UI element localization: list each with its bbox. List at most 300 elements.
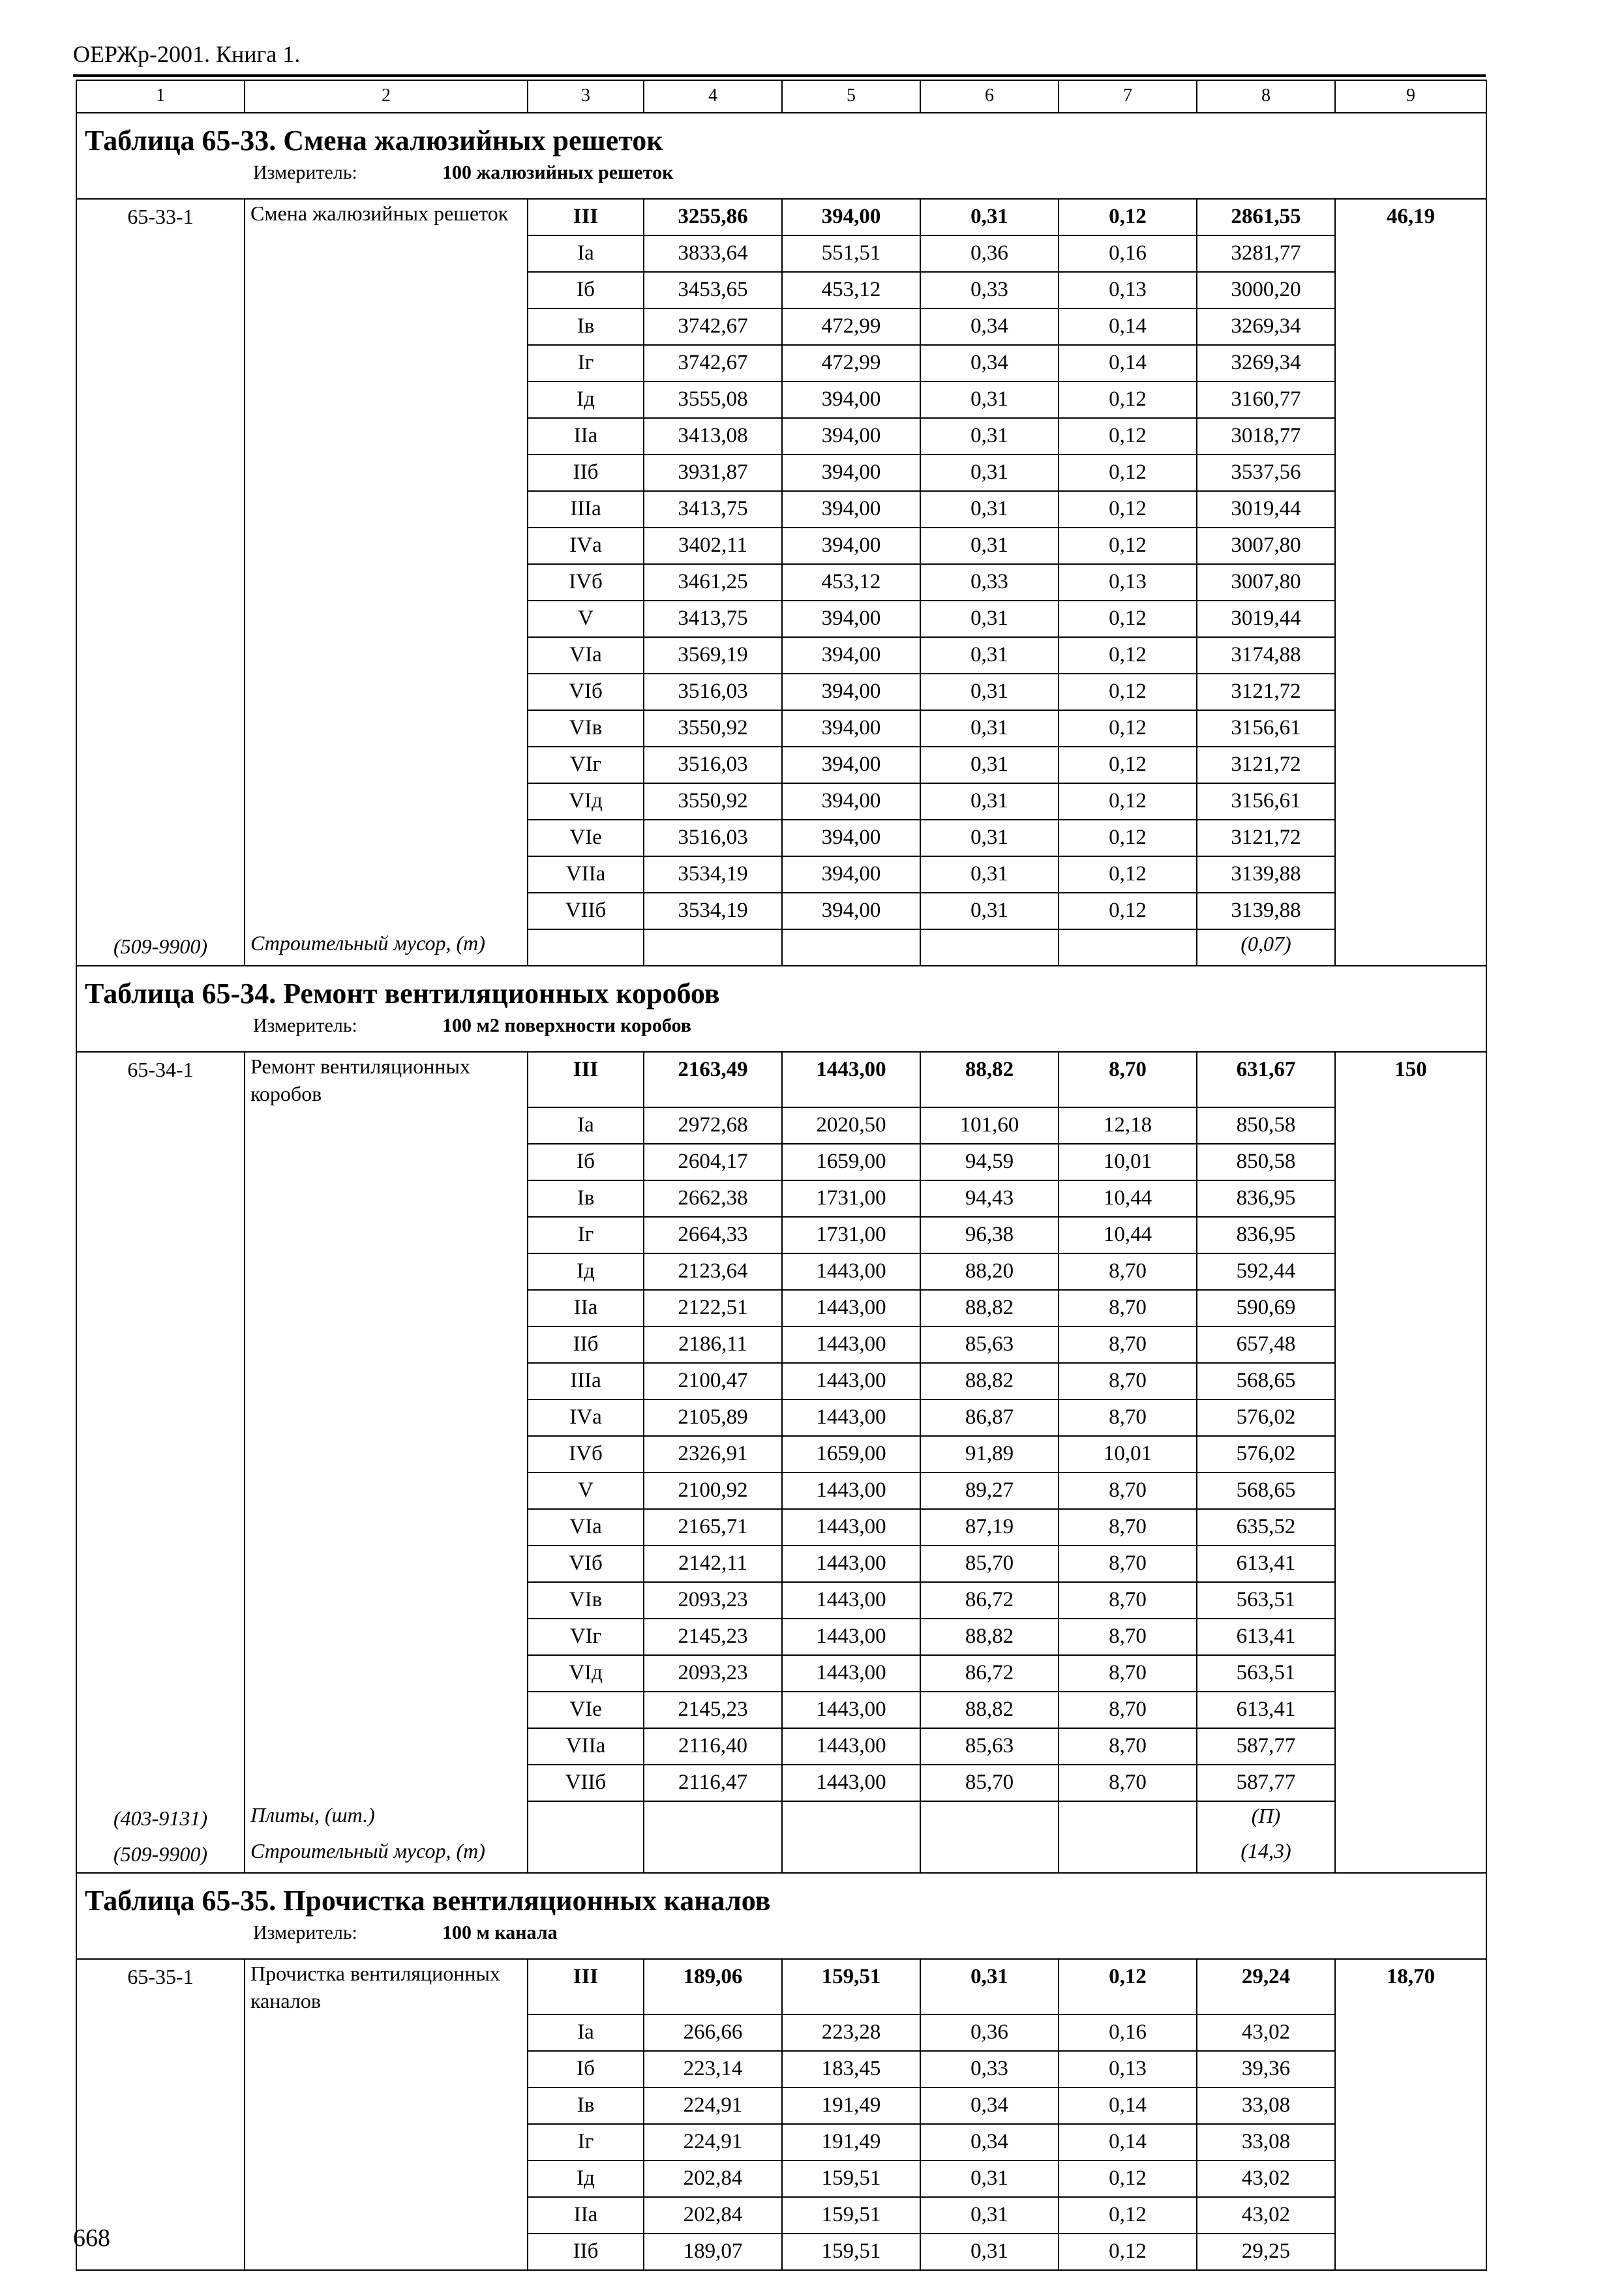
value-cell: 576,02 <box>1197 1399 1335 1436</box>
value-cell: 0,12 <box>1059 747 1197 783</box>
empty-cell <box>1335 272 1486 308</box>
value-cell: 0,31 <box>920 418 1059 455</box>
table-row <box>76 1363 1486 1399</box>
value-cell: 563,51 <box>1197 1582 1335 1619</box>
value-cell: 613,41 <box>1197 1692 1335 1728</box>
zone-cell: Iг <box>528 2124 644 2161</box>
empty-cell <box>1335 1363 1486 1399</box>
value-cell: 33,08 <box>1197 2124 1335 2161</box>
empty-cell <box>76 1473 245 1509</box>
value-cell: 1443,00 <box>782 1509 920 1546</box>
zone-cell: Iб <box>528 1144 644 1180</box>
value-cell: 0,31 <box>920 1959 1059 2014</box>
zone-cell: IIб <box>528 1326 644 1363</box>
value-cell: 96,38 <box>920 1217 1059 1253</box>
value-cell: 202,84 <box>644 2161 782 2197</box>
zone-cell: IIб <box>528 455 644 491</box>
table-row <box>76 1582 1486 1619</box>
table-row <box>76 345 1486 382</box>
empty-cell <box>1059 929 1197 966</box>
table-row <box>76 1473 1486 1509</box>
empty-cell <box>76 564 245 601</box>
table-row <box>76 1107 1486 1144</box>
empty-cell <box>1335 1619 1486 1655</box>
column-number: 8 <box>1197 80 1335 113</box>
table-row <box>76 2197 1486 2234</box>
zone-cell: VIе <box>528 820 644 856</box>
value-cell: 43,02 <box>1197 2014 1335 2051</box>
table-row <box>76 528 1486 564</box>
zone-cell: V <box>528 1473 644 1509</box>
value-cell: 2326,91 <box>644 1436 782 1473</box>
value-cell: 0,12 <box>1059 1959 1197 2014</box>
value-cell: 3461,25 <box>644 564 782 601</box>
empty-cell <box>1335 1546 1486 1582</box>
value-cell: 1731,00 <box>782 1217 920 1253</box>
value-cell: 3019,44 <box>1197 601 1335 637</box>
value-cell: 33,08 <box>1197 2087 1335 2124</box>
value-cell: 3534,19 <box>644 893 782 929</box>
empty-cell <box>76 1436 245 1473</box>
rate-code: 65-35-1 <box>76 1959 245 2014</box>
empty-cell <box>1335 893 1486 929</box>
table-row <box>76 2234 1486 2270</box>
value-cell: 159,51 <box>782 2197 920 2234</box>
empty-cell <box>245 235 528 272</box>
empty-cell <box>76 1217 245 1253</box>
value-cell: 189,06 <box>644 1959 782 2014</box>
rate-code: 65-33-1 <box>76 199 245 235</box>
empty-cell <box>245 345 528 382</box>
empty-cell <box>245 1619 528 1655</box>
value-cell: 0,12 <box>1059 637 1197 674</box>
value-cell: 223,14 <box>644 2051 782 2087</box>
value-cell: 3255,86 <box>644 199 782 235</box>
empty-cell <box>1335 1436 1486 1473</box>
value-cell: 85,63 <box>920 1728 1059 1765</box>
zone-cell: Iг <box>528 345 644 382</box>
table-row <box>76 2124 1486 2161</box>
empty-cell <box>245 1180 528 1217</box>
zone-cell: VIIа <box>528 1728 644 1765</box>
value-cell: 183,45 <box>782 2051 920 2087</box>
table-row <box>76 1326 1486 1363</box>
value-cell: 587,77 <box>1197 1765 1335 1801</box>
empty-cell <box>245 491 528 528</box>
value-cell: 8,70 <box>1059 1399 1197 1436</box>
unit-line <box>77 1012 1486 1040</box>
value-cell: 2123,64 <box>644 1253 782 1290</box>
table-row <box>76 674 1486 710</box>
value-cell: 89,27 <box>920 1473 1059 1509</box>
table-row <box>76 1728 1486 1765</box>
value-cell: 563,51 <box>1197 1655 1335 1692</box>
value-cell: 0,12 <box>1059 2197 1197 2234</box>
value-cell: 159,51 <box>782 2234 920 2270</box>
value-cell: 394,00 <box>782 783 920 820</box>
value-cell: 394,00 <box>782 674 920 710</box>
value-cell: 2861,55 <box>1197 199 1335 235</box>
empty-cell <box>245 1655 528 1692</box>
value-cell: 0,12 <box>1059 2161 1197 2197</box>
value-cell: 8,70 <box>1059 1546 1197 1582</box>
value-cell: 0,31 <box>920 2234 1059 2270</box>
value-cell: 394,00 <box>782 601 920 637</box>
empty-cell <box>76 1363 245 1399</box>
zone-cell: IIа <box>528 2197 644 2234</box>
zone-cell: Iв <box>528 1180 644 1217</box>
value-cell: 1659,00 <box>782 1436 920 1473</box>
table-row <box>76 1217 1486 1253</box>
value-cell: 3281,77 <box>1197 235 1335 272</box>
table-title: Таблица 65-33. Смена жалюзийных решеток <box>85 125 663 157</box>
empty-cell <box>1335 1399 1486 1436</box>
zone-cell: Iв <box>528 2087 644 2124</box>
table-row <box>76 820 1486 856</box>
zone-cell: IIа <box>528 418 644 455</box>
value-cell: 85,70 <box>920 1765 1059 1801</box>
empty-cell <box>920 1837 1059 1873</box>
value-cell: 8,70 <box>1059 1655 1197 1692</box>
value-cell: 472,99 <box>782 345 920 382</box>
value-cell: 191,49 <box>782 2124 920 2161</box>
value-cell: 1443,00 <box>782 1363 920 1399</box>
value-cell: 0,12 <box>1059 491 1197 528</box>
value-cell: 0,16 <box>1059 235 1197 272</box>
empty-cell <box>245 1217 528 1253</box>
value-cell: 850,58 <box>1197 1144 1335 1180</box>
zone-cell: IIб <box>528 2234 644 2270</box>
value-cell: 0,12 <box>1059 710 1197 747</box>
value-cell: 0,12 <box>1059 528 1197 564</box>
empty-cell <box>76 1326 245 1363</box>
table-row <box>76 1509 1486 1546</box>
table-row <box>76 637 1486 674</box>
column-number: 4 <box>644 80 782 113</box>
table-row <box>76 418 1486 455</box>
value-cell: 590,69 <box>1197 1290 1335 1326</box>
value-cell: 394,00 <box>782 491 920 528</box>
value-cell: 3007,80 <box>1197 564 1335 601</box>
table-title: Таблица 65-35. Прочистка вентиляционных каналов <box>85 1885 771 1917</box>
empty-cell <box>1335 1217 1486 1253</box>
zone-cell: VIб <box>528 674 644 710</box>
value-cell: 1443,00 <box>782 1765 920 1801</box>
zone-cell: VIIб <box>528 893 644 929</box>
zone-cell: VIа <box>528 1509 644 1546</box>
value-cell: 0,16 <box>1059 2014 1197 2051</box>
value-cell: 88,82 <box>920 1619 1059 1655</box>
table-row <box>76 235 1486 272</box>
table-row <box>76 1144 1486 1180</box>
empty-cell <box>245 455 528 491</box>
empty-cell <box>1335 308 1486 345</box>
value-cell: 3121,72 <box>1197 820 1335 856</box>
empty-cell <box>76 710 245 747</box>
value-cell: 0,31 <box>920 491 1059 528</box>
table-row <box>76 1619 1486 1655</box>
zone-cell: VIв <box>528 1582 644 1619</box>
column-number: 3 <box>528 80 644 113</box>
document-header: ОЕРЖр-2001. Книга 1. <box>73 41 301 67</box>
value-cell: 850,58 <box>1197 1107 1335 1144</box>
empty-cell <box>76 783 245 820</box>
value-cell: 613,41 <box>1197 1546 1335 1582</box>
value-cell: 0,14 <box>1059 2087 1197 2124</box>
empty-cell <box>76 455 245 491</box>
zone-cell: VIб <box>528 1546 644 1582</box>
zone-cell: Iд <box>528 382 644 418</box>
value-cell: 8,70 <box>1059 1692 1197 1728</box>
unit-label: Измеритель: <box>253 1015 357 1036</box>
value-cell: 3550,92 <box>644 710 782 747</box>
value-cell: 3413,75 <box>644 491 782 528</box>
value-cell: 29,25 <box>1197 2234 1335 2270</box>
empty-cell <box>1335 601 1486 637</box>
value-cell: 159,51 <box>782 1959 920 2014</box>
value-cell: 39,36 <box>1197 2051 1335 2087</box>
value-cell: 3156,61 <box>1197 783 1335 820</box>
rates-table <box>76 80 1487 2271</box>
value-cell: 159,51 <box>782 2161 920 2197</box>
empty-cell <box>245 1253 528 1290</box>
value-cell: 1443,00 <box>782 1052 920 1107</box>
empty-cell <box>245 1436 528 1473</box>
value-cell: 3269,34 <box>1197 308 1335 345</box>
empty-cell <box>245 1546 528 1582</box>
material-row <box>76 1837 1486 1873</box>
value-cell: 0,31 <box>920 2161 1059 2197</box>
column-number: 9 <box>1335 80 1486 113</box>
value-cell: 0,31 <box>920 528 1059 564</box>
value-cell: 568,65 <box>1197 1473 1335 1509</box>
value-cell: 3931,87 <box>644 455 782 491</box>
table-title-cell <box>76 113 1486 199</box>
value-cell: 3160,77 <box>1197 382 1335 418</box>
value-cell: 3174,88 <box>1197 637 1335 674</box>
value-cell: 3569,19 <box>644 637 782 674</box>
empty-cell <box>76 1180 245 1217</box>
empty-cell <box>1335 564 1486 601</box>
value-cell: 657,48 <box>1197 1326 1335 1363</box>
table-row <box>76 1399 1486 1436</box>
empty-cell <box>76 272 245 308</box>
value-cell: 2163,49 <box>644 1052 782 1107</box>
table-row <box>76 1959 1486 2014</box>
value-cell: 266,66 <box>644 2014 782 2051</box>
value-cell: 394,00 <box>782 455 920 491</box>
empty-cell <box>76 893 245 929</box>
empty-cell <box>644 929 782 966</box>
value-cell: 3018,77 <box>1197 418 1335 455</box>
value-cell: 2186,11 <box>644 1326 782 1363</box>
empty-cell <box>1335 418 1486 455</box>
empty-cell <box>1059 1837 1197 1873</box>
value-cell: 0,12 <box>1059 893 1197 929</box>
empty-cell <box>245 564 528 601</box>
value-cell: 0,31 <box>920 199 1059 235</box>
table-title-cell <box>76 1873 1486 1959</box>
value-cell: 88,82 <box>920 1052 1059 1107</box>
header-rule <box>73 74 1486 77</box>
value-cell: 3019,44 <box>1197 491 1335 528</box>
empty-cell <box>245 893 528 929</box>
value-cell: 3534,19 <box>644 856 782 893</box>
value-cell: 88,20 <box>920 1253 1059 1290</box>
empty-cell <box>245 1728 528 1765</box>
value-cell: 0,34 <box>920 345 1059 382</box>
empty-cell <box>245 382 528 418</box>
value-cell: 613,41 <box>1197 1619 1335 1655</box>
value-cell: 3156,61 <box>1197 710 1335 747</box>
value-cell: 0,31 <box>920 455 1059 491</box>
value-cell: 1443,00 <box>782 1619 920 1655</box>
empty-cell <box>76 382 245 418</box>
zone-cell: V <box>528 601 644 637</box>
value-cell: 2165,71 <box>644 1509 782 1546</box>
value-cell: 8,70 <box>1059 1509 1197 1546</box>
empty-cell <box>528 1801 644 1837</box>
column-number-row <box>76 80 1486 113</box>
empty-cell <box>1335 2051 1486 2087</box>
empty-cell <box>76 637 245 674</box>
value-cell: 3121,72 <box>1197 747 1335 783</box>
rate-description: Прочистка вентиляционных каналов <box>245 1959 528 2014</box>
value-cell: 101,60 <box>920 1107 1059 1144</box>
value-cell: 394,00 <box>782 199 920 235</box>
value-cell: 1443,00 <box>782 1473 920 1509</box>
empty-cell <box>245 2234 528 2270</box>
value-cell: 8,70 <box>1059 1582 1197 1619</box>
empty-cell <box>528 1837 644 1873</box>
empty-cell <box>245 1582 528 1619</box>
empty-cell <box>245 2124 528 2161</box>
empty-cell <box>1335 1692 1486 1728</box>
table-row <box>76 2014 1486 2051</box>
value-cell: 394,00 <box>782 820 920 856</box>
value-cell: 2116,40 <box>644 1728 782 1765</box>
table-row <box>76 710 1486 747</box>
empty-cell <box>245 1765 528 1801</box>
empty-cell <box>1335 856 1486 893</box>
empty-cell <box>245 710 528 747</box>
empty-cell <box>245 1509 528 1546</box>
empty-cell <box>1335 1107 1486 1144</box>
empty-cell <box>76 1399 245 1436</box>
value-cell: 394,00 <box>782 382 920 418</box>
value-cell: 0,12 <box>1059 2234 1197 2270</box>
value-cell: 3413,08 <box>644 418 782 455</box>
value-cell: 2105,89 <box>644 1399 782 1436</box>
value-cell: 85,70 <box>920 1546 1059 1582</box>
table-row <box>76 1436 1486 1473</box>
value-cell: 0,31 <box>920 820 1059 856</box>
empty-cell <box>1335 820 1486 856</box>
table-title-row <box>76 113 1486 199</box>
value-cell: 394,00 <box>782 856 920 893</box>
value-cell: 29,24 <box>1197 1959 1335 2014</box>
value-cell: 0,12 <box>1059 783 1197 820</box>
value-cell: 836,95 <box>1197 1217 1335 1253</box>
empty-cell <box>1335 2087 1486 2124</box>
empty-cell <box>1335 783 1486 820</box>
material-value: (0,07) <box>1197 929 1335 966</box>
table-row <box>76 455 1486 491</box>
zone-cell: Iд <box>528 1253 644 1290</box>
material-row <box>76 1801 1486 1837</box>
value-cell: 3550,92 <box>644 783 782 820</box>
unit-line <box>77 159 1486 187</box>
value-cell: 1443,00 <box>782 1399 920 1436</box>
value-cell: 1731,00 <box>782 1180 920 1217</box>
col9-value: 150 <box>1335 1052 1486 1107</box>
value-cell: 0,31 <box>920 747 1059 783</box>
value-cell: 0,36 <box>920 2014 1059 2051</box>
empty-cell <box>1335 1509 1486 1546</box>
value-cell: 0,12 <box>1059 418 1197 455</box>
value-cell: 3516,03 <box>644 820 782 856</box>
zone-cell: VIIб <box>528 1765 644 1801</box>
value-cell: 3402,11 <box>644 528 782 564</box>
value-cell: 0,31 <box>920 893 1059 929</box>
empty-cell <box>1335 747 1486 783</box>
table-row <box>76 747 1486 783</box>
value-cell: 1443,00 <box>782 1253 920 1290</box>
value-cell: 0,14 <box>1059 308 1197 345</box>
value-cell: 0,33 <box>920 2051 1059 2087</box>
value-cell: 10,01 <box>1059 1144 1197 1180</box>
empty-cell <box>76 1509 245 1546</box>
empty-cell <box>76 235 245 272</box>
empty-cell <box>1335 491 1486 528</box>
value-cell: 592,44 <box>1197 1253 1335 1290</box>
table-row <box>76 1253 1486 1290</box>
table-row <box>76 2087 1486 2124</box>
table-row <box>76 2051 1486 2087</box>
empty-cell <box>245 1399 528 1436</box>
value-cell: 2662,38 <box>644 1180 782 1217</box>
zone-cell: VIг <box>528 747 644 783</box>
material-value: (14,3) <box>1197 1837 1335 1873</box>
value-cell: 0,31 <box>920 2197 1059 2234</box>
empty-cell <box>1335 235 1486 272</box>
table-title-cell <box>76 966 1486 1052</box>
zone-cell: III <box>528 199 644 235</box>
value-cell: 0,12 <box>1059 674 1197 710</box>
empty-cell <box>76 491 245 528</box>
value-cell: 0,31 <box>920 783 1059 820</box>
value-cell: 10,01 <box>1059 1436 1197 1473</box>
value-cell: 3139,88 <box>1197 893 1335 929</box>
zone-cell: IVа <box>528 1399 644 1436</box>
material-value: (П) <box>1197 1801 1335 1837</box>
empty-cell <box>76 747 245 783</box>
empty-cell <box>76 1290 245 1326</box>
value-cell: 2093,23 <box>644 1655 782 1692</box>
zone-cell: VIг <box>528 1619 644 1655</box>
empty-cell <box>76 1655 245 1692</box>
value-cell: 2100,92 <box>644 1473 782 1509</box>
empty-cell <box>76 601 245 637</box>
table-row <box>76 601 1486 637</box>
empty-cell <box>245 637 528 674</box>
zone-cell: VIд <box>528 1655 644 1692</box>
rate-description: Смена жалюзийных решеток <box>245 199 528 235</box>
value-cell: 8,70 <box>1059 1765 1197 1801</box>
value-cell: 394,00 <box>782 710 920 747</box>
value-cell: 2100,47 <box>644 1363 782 1399</box>
empty-cell <box>245 1473 528 1509</box>
